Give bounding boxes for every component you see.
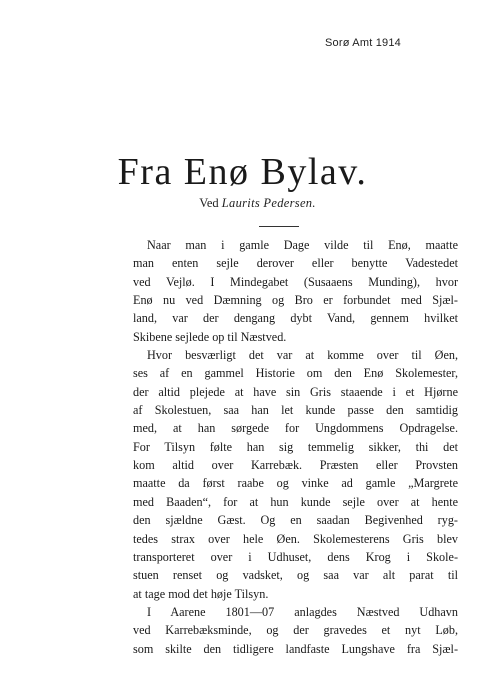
body-line: land, var der dengang dybt Vand, gennem hvilket <box>133 311 458 326</box>
body-line: der altid plejede at have sin Gris staaende i et Hjørne <box>133 384 458 399</box>
byline <box>0 196 485 211</box>
body-line: For Tilsyn følte han sig temmelig sikker, thi det <box>133 439 458 454</box>
body-line: som skilte den tidligere landfaste Lungshave fra Sjæl- <box>133 641 458 656</box>
body-line: maatte da først raabe og vinke ad gamle „Margrete <box>133 476 458 491</box>
body-line: med, at han sørgede for Ungdommens Opdragelse. <box>133 421 458 436</box>
body-line: Hvor besværligt det var at komme over til Øen, <box>147 348 458 363</box>
body-line: Enø nu ved Dæmning og Bro er forbundet med Sjæl- <box>133 293 458 308</box>
byline-prefix: Ved <box>199 196 219 210</box>
body-line: Skibene sejlede op til Næstved. <box>133 329 287 344</box>
body-line: I Aarene 1801—07 anlagdes Næstved Udhavn <box>147 604 458 619</box>
body-line: med Baaden“, for at hun kunde sejle over at hente <box>133 494 458 509</box>
article-body <box>133 236 458 658</box>
body-line: af Skolestuen, saa han let kunde passe den samtidig <box>133 403 458 418</box>
body-line: stuen renset og vadsket, og saa var alt parat til <box>133 568 458 583</box>
body-line: man enten sejle derover eller benytte Vadestedet <box>133 256 458 271</box>
body-line: ses af en gammel Historie om den Enø Skolemester, <box>133 366 458 381</box>
article-title: Fra Enø Bylav. <box>117 151 368 193</box>
title-divider <box>259 226 299 227</box>
body-line: ved Karrebæksminde, og der gravedes et nyt Løb, <box>133 623 458 638</box>
body-line: Naar man i gamle Dage vilde til Enø, maatte <box>147 238 458 252</box>
byline-author: Laurits Pedersen. <box>221 196 316 210</box>
body-line: transporteret over i Udhuset, dens Krog i Skole- <box>133 549 458 564</box>
body-line: den sjældne Gæst. Og en saadan Begivenhed ryg- <box>133 513 458 528</box>
body-line: tedes strax over hele Øen. Skolemesterens Gris blev <box>133 531 458 546</box>
running-header: Sorø Amt 1914 <box>325 37 401 49</box>
body-line: ved Vejlø. I Mindegabet (Susaaens Munding), hvor <box>133 274 458 289</box>
body-line: at tage mod det høje Tilsyn. <box>133 586 269 601</box>
body-line: kom altid over Karrebæk. Præsten eller Provsten <box>133 458 458 473</box>
